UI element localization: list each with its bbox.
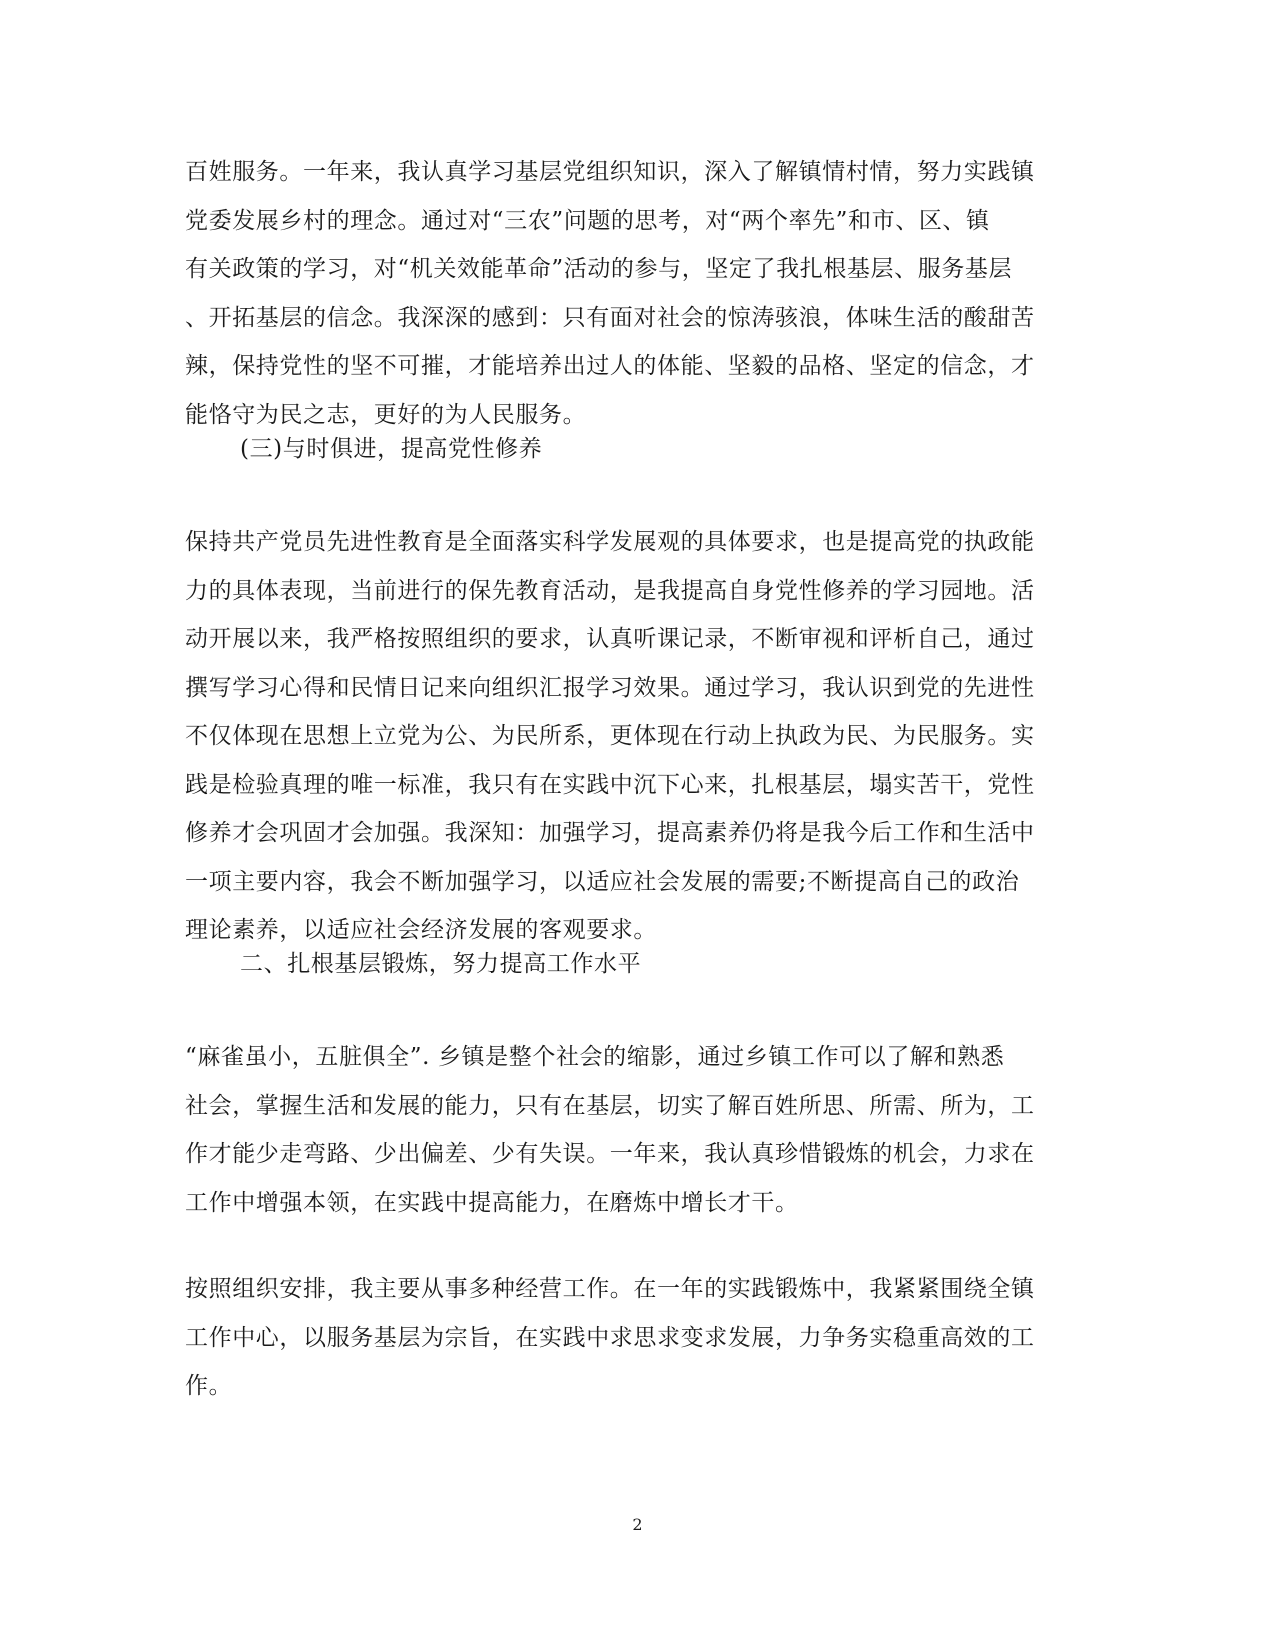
text-line: 党委发展乡村的理念。通过对“三农”问题的思考，对“两个率先”和市、区、镇 bbox=[185, 207, 990, 234]
text-line: 力的具体表现，当前进行的保先教育活动，是我提高自身党性修养的学习园地。活 bbox=[185, 577, 1035, 604]
section-heading-3: (三)与时俱进，提高党性修养 bbox=[240, 436, 543, 462]
text-line: 工作中增强本领，在实践中提高能力，在磨炼中增长才干。 bbox=[185, 1189, 799, 1216]
text-line: 工作中心，以服务基层为宗旨，在实践中求思求变求发展，力争务实稳重高效的工 bbox=[185, 1324, 1035, 1351]
section-heading-2: 二、扎根基层锻炼，努力提高工作水平 bbox=[240, 951, 642, 977]
page-number: 2 bbox=[632, 1515, 643, 1534]
text-line: 践是检验真理的唯一标准，我只有在实践中沉下心来，扎根基层，塌实苦干，党性 bbox=[185, 771, 1035, 798]
text-line: 社会，掌握生活和发展的能力，只有在基层，切实了解百姓所思、所需、所为，工 bbox=[185, 1092, 1035, 1119]
text-line: 能恪守为民之志，更好的为人民服务。 bbox=[185, 401, 587, 428]
text-line: “麻雀虽小，五脏俱全”. 乡镇是整个社会的缩影，通过乡镇工作可以了解和熟悉 bbox=[185, 1044, 1005, 1070]
text-line: 有关政策的学习，对“机关效能革命”活动的参与，坚定了我扎根基层、服务基层 bbox=[185, 256, 1013, 282]
text-line: 百姓服务。一年来，我认真学习基层党组织知识，深入了解镇情村情，努力实践镇 bbox=[185, 159, 1035, 185]
text-line: 理论素养，以适应社会经济发展的客观要求。 bbox=[185, 917, 657, 943]
text-line: 按照组织安排，我主要从事多种经营工作。在一年的实践锻炼中，我紧紧围绕全镇 bbox=[185, 1276, 1035, 1302]
text-line: 作。 bbox=[185, 1373, 233, 1399]
text-line: 、开拓基层的信念。我深深的感到：只有面对社会的惊涛骇浪，体味生活的酸甜苦 bbox=[185, 304, 1035, 331]
text-line: 一项主要内容，我会不断加强学习，以适应社会发展的需要;不断提高自己的政治 bbox=[185, 868, 1020, 895]
paragraph-3 bbox=[185, 1033, 1090, 1227]
paragraph-2 bbox=[185, 518, 1090, 955]
text-line: 不仅体现在思想上立党为公、为民所系，更体现在行动上执政为民、为民服务。实 bbox=[185, 723, 1035, 749]
text-line: 作才能少走弯路、少出偏差、少有失误。一年来，我认真珍惜锻炼的机会，力求在 bbox=[185, 1141, 1035, 1167]
text-line: 撰写学习心得和民情日记来向组织汇报学习效果。通过学习，我认识到党的先进性 bbox=[185, 674, 1035, 701]
text-line: 动开展以来，我严格按照组织的要求，认真听课记录，不断审视和评析自己，通过 bbox=[185, 626, 1035, 652]
paragraph-1 bbox=[185, 148, 1090, 439]
paragraph-4 bbox=[185, 1265, 1090, 1411]
text-line: 修养才会巩固才会加强。我深知：加强学习，提高素养仍将是我今后工作和生活中 bbox=[185, 820, 1035, 846]
text-line: 辣，保持党性的坚不可摧，才能培养出过人的体能、坚毅的品格、坚定的信念，才 bbox=[185, 353, 1035, 379]
text-line: 保持共产党员先进性教育是全面落实科学发展观的具体要求，也是提高党的执政能 bbox=[185, 529, 1035, 555]
